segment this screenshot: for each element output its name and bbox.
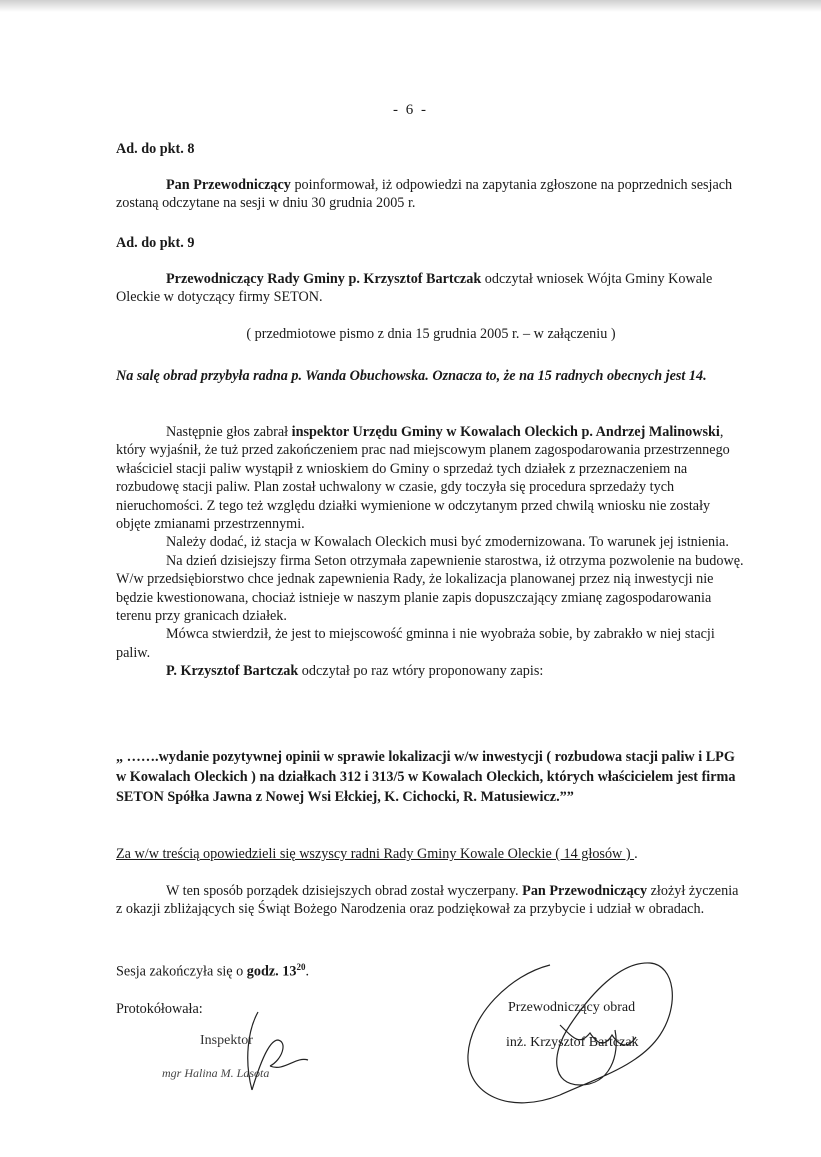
session-end: Sesja zakończyła się o godz. $13^{20}$. xyxy=(116,962,309,980)
heading-pkt-9: Ad. do pkt. 9 xyxy=(116,235,195,251)
speaker-name: P. Krzysztof Bartczak xyxy=(166,663,299,680)
paragraph-text: poinformował, iż odpowiedzi na zapytania zgłoszone na poprzednich sesjach zostaną odczytane na sesji w dniu 30 grudnia 2005 r. xyxy=(116,177,733,212)
paragraph-inspector: Następnie głos zabrał inspektor Urzędu Gminy w Kowalach Oleckich p. Andrzej Malinowski, który wyjaśnił, że tuż przed zakończeniem prac nad miejscowym planem zagospodarowania przestrzennego właściciel stacji paliw wystąpił z wnioskiem do Gminy o sprzedaż tych działek z przeznaczeniem na rozbudowę stacji paliw. Plan został uchwalony w czasie, gdy toczyła się procedura sprzedaży tych nieruchomości. Z tego też względu działki wymienione w odczytanym przed chwilą wniosku nie zostały objęte zmianami przestrzennymi. xyxy=(116,424,730,533)
left-handwritten-signature xyxy=(218,1000,338,1110)
speaker-name: Przewodniczący Rady Gminy p. Krzysztof Bartczak xyxy=(166,271,482,287)
speaker-name: inspektor Urzędu Gminy w Kowalach Oleckich p. Andrzej Malinowski xyxy=(291,424,720,440)
left-signatory-title: Inspektor xyxy=(200,1033,253,1048)
scan-top-edge xyxy=(0,0,821,12)
right-handwritten-signature xyxy=(440,955,740,1125)
vote-result: Za w/w treścią opowiedzieli się wszyscy radni Rady Gminy Kowale Oleckie ( 14 głosów ) . xyxy=(116,846,638,862)
session-time-minutes: 20 xyxy=(296,962,306,972)
speaker-name: Pan Przewodniczący xyxy=(166,177,291,193)
heading-pkt-8: Ad. do pkt. 8 xyxy=(116,141,195,157)
right-signatory-name: inż. Krzysztof Bartczak xyxy=(506,1035,639,1050)
attachment-note: ( przedmiotowe pismo z dnia 15 grudnia 2005 r. – w załączeniu ) xyxy=(246,326,616,342)
paragraph-speaker: Mówca stwierdził, że jest to miejscowość gminna i nie wyobraża sobie, by zabrakło w niej stacji paliw. xyxy=(116,626,715,661)
arrival-note: Na salę obrad przybyła radna p. Wanda Obuchowska. Oznacza to, że na 15 radnych obecnych jest 14. xyxy=(116,368,707,384)
session-time: godz. 13 xyxy=(246,963,297,980)
closing-paragraph: W ten sposób porządek dzisiejszych obrad został wyczerpany. Pan Przewodniczący złożył życzenia z okazji zbliżających się Świąt Bożego Narodzenia oraz podziękował za przybycie i udział w obradach. xyxy=(116,883,739,918)
paragraph-station: Należy dodać, iż stacja w Kowalach Oleckich musi być zmodernizowana. To warunek jej istnienia. xyxy=(166,534,729,551)
paragraph-reading: P. Krzysztof Bartczak odczytał po raz wtóry proponowany zapis: xyxy=(166,663,544,680)
protocol-label: Protokółowała: xyxy=(116,1001,203,1017)
discussion-block xyxy=(116,423,746,681)
paragraph-pkt8 xyxy=(116,176,746,213)
right-signatory-title: Przewodniczący obrad xyxy=(508,1000,636,1015)
page-number: - 6 - xyxy=(393,102,428,118)
resolution-quote: „ …….wydanie pozytywnej opinii w sprawie lokalizacji w/w inwestycji ( rozbudowa stacji paliw i LPG w Kowalach Oleckich ) na działkach 312 i 313/5 w Kowalach Oleckich, których właścicielem jest firma SETON Spółka Jawna z Nowej Wsi Ełckiej, K. Cichocki, R. Matusiewicz.”” xyxy=(116,749,736,805)
paragraph-pkt9-intro xyxy=(116,270,746,307)
paragraph-text: odczytał wniosek Wójta Gminy Kowale Oleckie w dotyczący firmy SETON. xyxy=(116,271,713,306)
speaker-name: Pan Przewodniczący xyxy=(522,883,648,899)
paragraph-seton: Na dzień dzisiejszy firma Seton otrzymała zapewnienie starostwa, iż otrzyma pozwolenie na budowę. W/w przedsiębiorstwo chce jednak zapewnienia Rady, że lokalizacja planowanej przez nią inwestycji nie będzie kwestionowana, chociaż istnieje w naszym planie zapis dopuszczający zmianę zagospodarowania terenu przy granicach działek. xyxy=(116,552,744,625)
left-signatory-name: mgr Halina M. Lasota xyxy=(162,1066,270,1080)
